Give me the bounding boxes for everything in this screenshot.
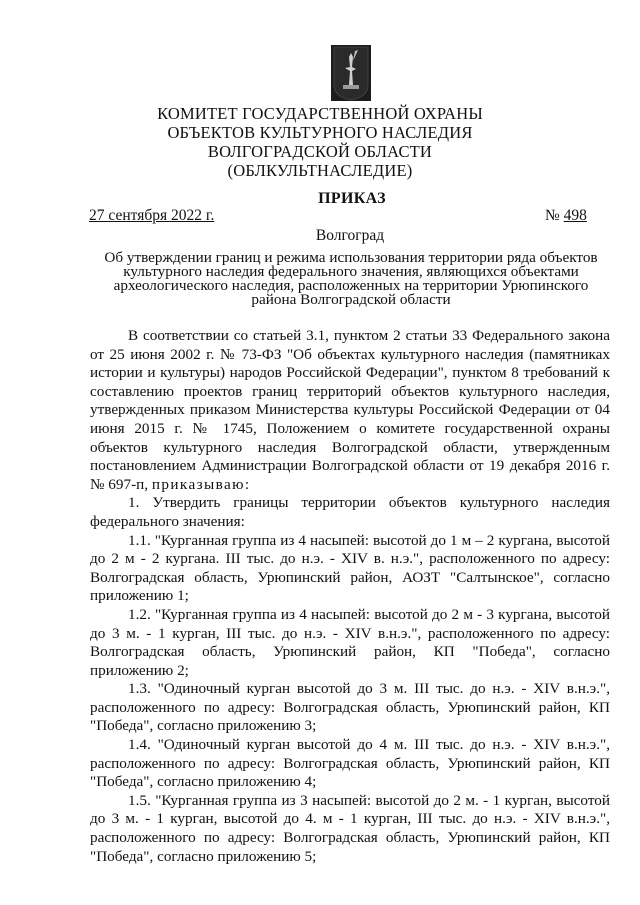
org-line: ВОЛГОГРАДСКОЙ ОБЛАСТИ <box>207 142 433 161</box>
item-paragraph: 1. Утвердить границы территории объектов культурного наследия федерального значения: <box>90 494 610 530</box>
document-subject: Об утверждении границ и режима использования территории ряда объектов культурного наследия федерального значения, являющихся объектами археологического наследия, расположенных на территории Урюпинского района Волгоградской области <box>104 249 598 308</box>
document-city: Волгоград <box>315 227 385 244</box>
order-word: приказываю: <box>151 475 251 493</box>
item-paragraph: 1.2. "Курганная группа из 4 насыпей: высотой до 2 м - 3 кургана, высотой до 3 м. - 1 курган, III тыс. до н.э. - XIV в.н.э.", расположенного по адресу: Волгоградская область, Урюпинский район, КП "Победа", согласно приложению 2; <box>90 605 610 679</box>
number-value: 498 <box>563 207 587 224</box>
document-type: ПРИКАЗ <box>318 190 386 207</box>
item-paragraph: 1.1. "Курганная группа из 4 насыпей: высотой до 1 м – 2 кургана, высотой до 2 м - 2 кургана. III тыс. до н.э. - XIV в. н.э.", расположенного по адресу: Волгоградская область, Урюпинский район, АОЗТ "Салтынское", согласно приложению 1; <box>90 531 610 605</box>
item-paragraph: 1.5. "Курганная группа из 3 насыпей: высотой до 2 м. - 1 курган, высотой до 3 м. - 1 курган, высотой до 4. м - 1 курган, III тыс. до н.э. - XIV в.н.э.", расположенного по адресу: Волгоградская область, Урюпинский район, КП "Победа", согласно приложению 5; <box>90 791 610 865</box>
coat-of-arms-icon <box>331 45 371 101</box>
document-body <box>90 327 610 866</box>
org-line: ОБЪЕКТОВ КУЛЬТУРНОГО НАСЛЕДИЯ <box>167 123 473 142</box>
item-paragraph: 1.3. "Одиночный курган высотой до 3 м. III тыс. до н.э. - XIV в.н.э.", расположенного по адресу: Волгоградская область, Урюпинский район, КП "Победа", согласно приложению 3; <box>90 680 610 735</box>
preamble-text: В соответствии со статьей 3.1, пунктом 2 статьи 33 Федерального закона от 25 июня 2002 г. № 73-ФЗ "Об объектах культурного наследия (памятниках истории и культуры) народов Российской Федерации", пунктом 8 требований к составлению проектов границ территорий объектов культурного наследия, утвержденных приказом Министерства культуры Российской Федерации от 04 июня 2015 г. № 1745, Положением о комитете государственной охраны объектов культурного наследия Волгоградской области, утвержденным постановлением Администрации Волгоградской области от 19 декабря 2016 г. № 697-п, <box>90 327 610 493</box>
org-line: КОМИТЕТ ГОСУДАРСТВЕННОЙ ОХРАНЫ <box>157 104 483 123</box>
document-date: 27 сентября 2022 г. <box>89 207 215 224</box>
preamble-paragraph <box>90 327 610 494</box>
item-paragraph: 1.4. "Одиночный курган высотой до 4 м. III тыс. до н.э. - XIV в.н.э.", расположенного по адресу: Волгоградская область, Урюпинский район, КП "Победа", согласно приложению 4; <box>90 736 610 791</box>
number-prefix: № <box>545 207 564 224</box>
document-number <box>545 207 587 225</box>
org-line: (ОБЛКУЛЬТНАСЛЕДИЕ) <box>227 161 413 180</box>
organization-name <box>0 104 640 180</box>
